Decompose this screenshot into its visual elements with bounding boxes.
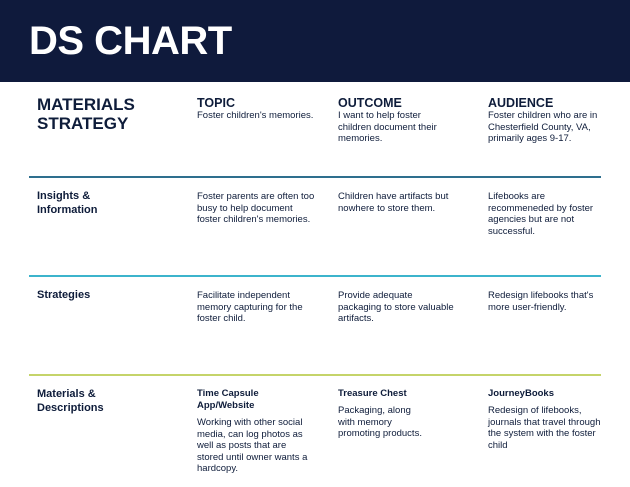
divider-insights — [29, 176, 601, 178]
material-title-treasure-chest: Treasure Chest — [338, 388, 407, 399]
audience-text: Foster children who are in Chesterfield County, VA, primarily ages 9-17. — [488, 110, 598, 144]
topic-cell — [197, 96, 315, 122]
outcome-cell — [338, 96, 456, 145]
row-label-insights-line1: Insights & — [37, 190, 91, 202]
divider-materials — [29, 374, 601, 376]
insights-cell-audience: Lifebooks are recommeneded by foster agencies but are not successful. — [488, 191, 594, 237]
materials-strategy-title-line2: STRATEGY — [37, 114, 129, 133]
row-label-materials-line2: Descriptions — [37, 402, 104, 414]
materials-cell-topic — [197, 388, 315, 475]
insights-cell-topic: Foster parents are often too busy to help document foster children's memories. — [197, 191, 315, 225]
materials-strategy-title — [37, 95, 177, 133]
outcome-heading: OUTCOME — [338, 96, 402, 110]
row-label-materials — [37, 387, 157, 415]
topic-text: Foster children's memories. — [197, 110, 314, 121]
audience-cell — [488, 96, 606, 145]
topic-heading: TOPIC — [197, 96, 235, 110]
strategies-cell-audience: Redesign lifebooks that's more user-friendly. — [488, 290, 594, 313]
material-title-journeybooks: JourneyBooks — [488, 388, 554, 399]
strategies-cell-outcome: Provide adequate packaging to store valuable artifacts. — [338, 290, 454, 324]
row-label-insights — [37, 189, 157, 217]
outcome-text: I want to help foster children document their memories. — [338, 110, 437, 144]
insights-cell-outcome: Children have artifacts but nowhere to store them. — [338, 191, 449, 214]
material-title-time-capsule: Time Capsule App/Website — [197, 388, 259, 411]
divider-strategies — [29, 275, 601, 277]
page-title: DS CHART — [29, 19, 232, 63]
materials-cell-outcome — [338, 388, 456, 440]
material-text-treasure-chest: Packaging, along with memory promoting products. — [338, 405, 422, 439]
row-label-insights-line2: Information — [37, 204, 98, 216]
row-label-strategies: Strategies — [37, 289, 91, 301]
material-text-journeybooks: Redesign of lifebooks, journals that travel through the system with the foster child — [488, 405, 601, 451]
strategies-cell-topic: Facilitate independent memory capturing for the foster child. — [197, 290, 303, 324]
materials-cell-audience — [488, 388, 606, 451]
row-label-materials-line1: Materials & — [37, 388, 96, 400]
materials-strategy-title-line1: MATERIALS — [37, 95, 135, 114]
material-text-time-capsule: Working with other social media, can log photos as well as posts that are stored until owner wants a hardcopy. — [197, 417, 308, 474]
header-bar — [0, 0, 630, 82]
audience-heading: AUDIENCE — [488, 96, 554, 110]
